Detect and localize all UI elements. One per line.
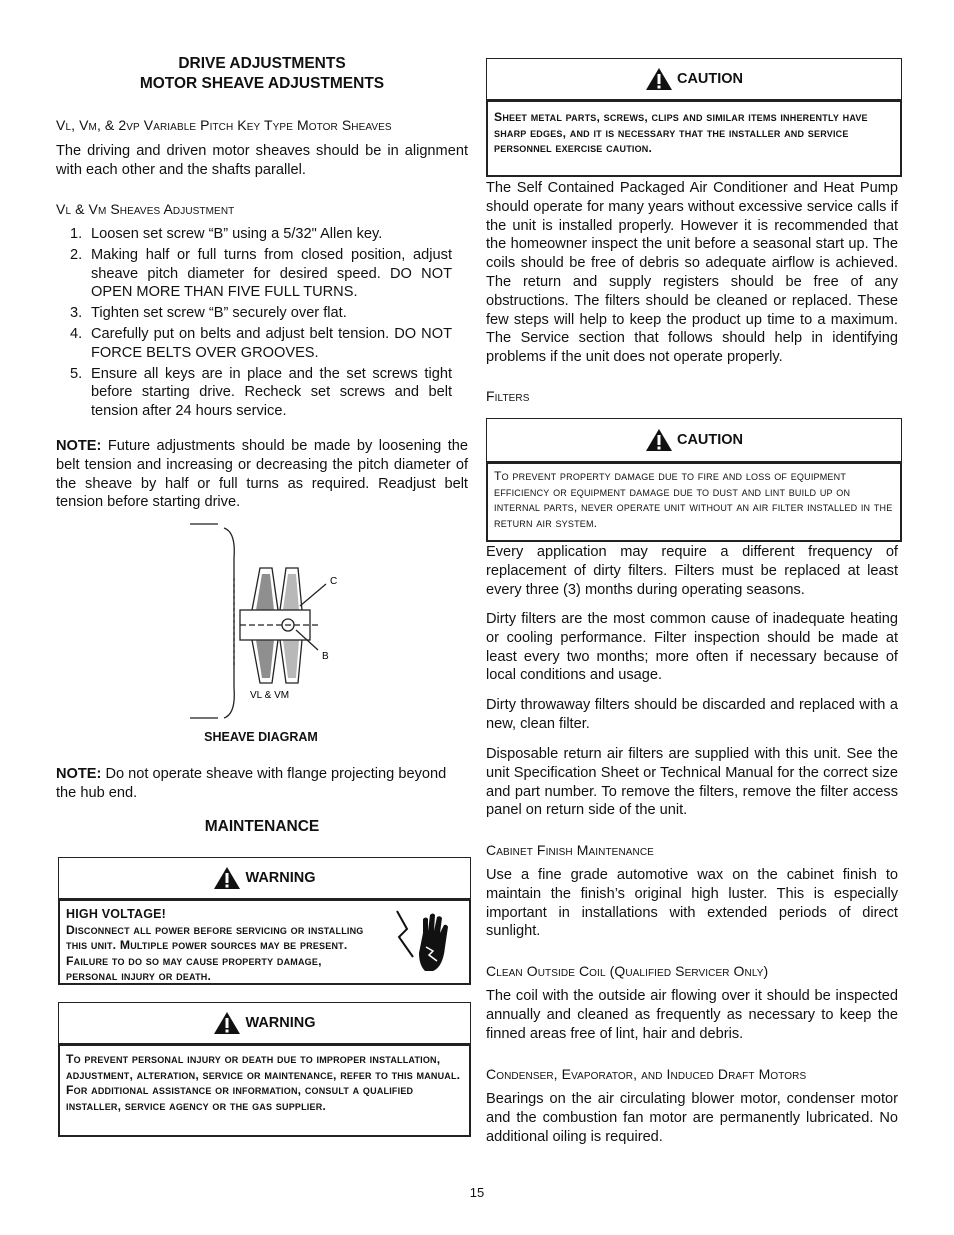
- sheave-diagram-caption: SHEAVE DIAGRAM: [204, 730, 318, 744]
- adjustment-steps-list: [56, 225, 452, 423]
- warning-triangle-icon: [213, 1011, 241, 1035]
- electric-shock-hand-icon: [393, 907, 455, 975]
- sharp-edges-caution-box: [486, 58, 902, 177]
- caution-title: CAUTION: [676, 71, 744, 87]
- cabinet-finish-paragraph: Use a fine grade automotive wax on the cabinet finish to maintain the finish’s original high luster. This is especially important in installations with extended periods of direct sunlight.: [486, 867, 898, 940]
- sheave-diagram-drawing: [180, 518, 360, 728]
- motors-subheading: Condenser, Evaporator, and Induced Draft Motors: [486, 1066, 807, 1082]
- sheave-operation-note: NOTE: Do not operate sheave with flange projecting beyond the hub end.: [56, 766, 447, 801]
- future-adjustments-note: NOTE: Future adjustments should be made by loosening the belt tension and increasing or decreasing the pitch diameter of the sheave by half or full turns as required. Readjust belt tension before starting drive.: [56, 438, 468, 511]
- alignment-paragraph: The driving and driven motor sheaves should be in alignment with each other and the shafts parallel.: [56, 143, 468, 178]
- clean-coil-paragraph: The coil with the outside air flowing over it should be inspected annually and cleaned as frequently as necessary to keep the finned areas free of lint, hair and debris.: [486, 988, 898, 1042]
- caution-triangle-icon: [645, 428, 673, 452]
- warning-triangle-icon: [213, 866, 241, 890]
- label-c: C: [330, 576, 338, 587]
- list-item: 2. Making half or full turns from closed position, adjust sheave pitch diameter for desired speed. DO NOT OPEN MORE THAN FIVE FULL TURNS.: [70, 246, 452, 301]
- maintenance-heading: MAINTENANCE: [204, 818, 320, 835]
- disposable-filters-paragraph: Disposable return air filters are supplied with this unit. See the unit Specification Sheet or Technical Manual for the correct size and part number. To remove the filters, remove the filter access panel on return side of the unit.: [486, 746, 898, 819]
- warning-body: [58, 899, 471, 985]
- sheave-type-subheading: Vl, Vm, & 2vp Variable Pitch Key Type Motor Sheaves: [56, 117, 392, 133]
- warning-title: WARNING: [245, 870, 316, 886]
- caution-title-row: [487, 59, 901, 100]
- warning-title-row: [59, 858, 470, 899]
- clean-coil-subheading: Clean Outside Coil (Qualified Servicer Only): [486, 963, 769, 979]
- personal-injury-warning-box: [58, 1002, 471, 1137]
- list-item: 4. Carefully put on belts and adjust belt tension. DO NOT FORCE BELTS OVER GROOVES.: [70, 325, 452, 361]
- warning-text: Disconnect all power before servicing or installing this unit. Multiple power sources may be present. Failure to do so may cause property damage, personal injury or death.: [66, 922, 364, 984]
- cabinet-finish-subheading: Cabinet Finish Maintenance: [486, 842, 654, 858]
- list-item: 3. Tighten set screw “B” securely over flat.: [70, 305, 347, 322]
- label-vl-vm: VL & VM: [250, 690, 290, 701]
- high-voltage-warning-box: [58, 857, 471, 985]
- dirty-filters-paragraph: Dirty filters are the most common cause of inadequate heating or cooling performance. Filter inspection should be made at least every two months; more often if necessary because of local conditions and usage.: [486, 611, 898, 684]
- warning-title: WARNING: [245, 1015, 316, 1031]
- caution-text: Sheet metal parts, screws, clips and similar items inherently have sharp edges, and it is necessary that the installer and service personnel exercise caution.: [486, 100, 902, 177]
- drive-adjustments-heading: [56, 54, 468, 94]
- sheave-adjustment-subheading: Vl & Vm Sheaves Adjustment: [56, 201, 235, 217]
- caution-text: To prevent property damage due to fire and loss of equipment efficiency or equipment damage due to dust and lint build up on internal parts, never operate unit without an air filter installed in the return air system.: [486, 462, 902, 542]
- warning-title-row: [59, 1003, 470, 1044]
- list-item: 5. Ensure all keys are in place and the set screws tight before starting drive. Recheck set screws and belt tension after 24 hours service.: [70, 365, 452, 420]
- caution-title-row: [487, 419, 901, 462]
- page-number: 15: [469, 1185, 485, 1200]
- warning-text: To prevent personal injury or death due to improper installation, adjustment, alteration, service or maintenance, refer to this manual. For additional assistance or information, consult a qualified installer, service agency or the gas supplier.: [58, 1044, 471, 1137]
- homeowner-inspection-paragraph: The Self Contained Packaged Air Conditioner and Heat Pump should operate for many years without excessive service calls if the unit is installed properly. However it is recommended that the homeowner inspect the unit before a seasonal start up. The coils should be free of debris so adequate airflow is achieved. The return and supply registers should be free of any obstructions. The filters should be cleaned or replaced. These few steps will help to keep the product up time to a maximum. The Service section that follows should help in identifying problems if the unit does not operate properly.: [486, 180, 898, 366]
- caution-triangle-icon: [645, 67, 673, 91]
- throwaway-filters-paragraph: Dirty throwaway filters should be discarded and replaced with a new, clean filter.: [486, 697, 898, 732]
- heading-line-1: DRIVE ADJUSTMENTS: [178, 55, 346, 72]
- sheave-diagram: [180, 518, 360, 728]
- filter-frequency-paragraph: Every application may require a different frequency of replacement of dirty filters. Filters must be replaced at least every three (3) months during operating seasons.: [486, 544, 898, 598]
- list-item: 1. Loosen set screw “B” using a 5/32" Allen key.: [70, 226, 383, 242]
- high-voltage-label: HIGH VOLTAGE!: [66, 907, 167, 921]
- heading-line-2: MOTOR SHEAVE ADJUSTMENTS: [139, 75, 385, 92]
- label-b: B: [322, 651, 329, 662]
- caution-title: CAUTION: [676, 432, 744, 448]
- filter-caution-box: [486, 418, 902, 542]
- filters-subheading: Filters: [486, 388, 530, 404]
- motors-paragraph: Bearings on the air circulating blower motor, condenser motor and the combustion fan motor are permanently lubricated. No additional oiling is required.: [486, 1091, 898, 1145]
